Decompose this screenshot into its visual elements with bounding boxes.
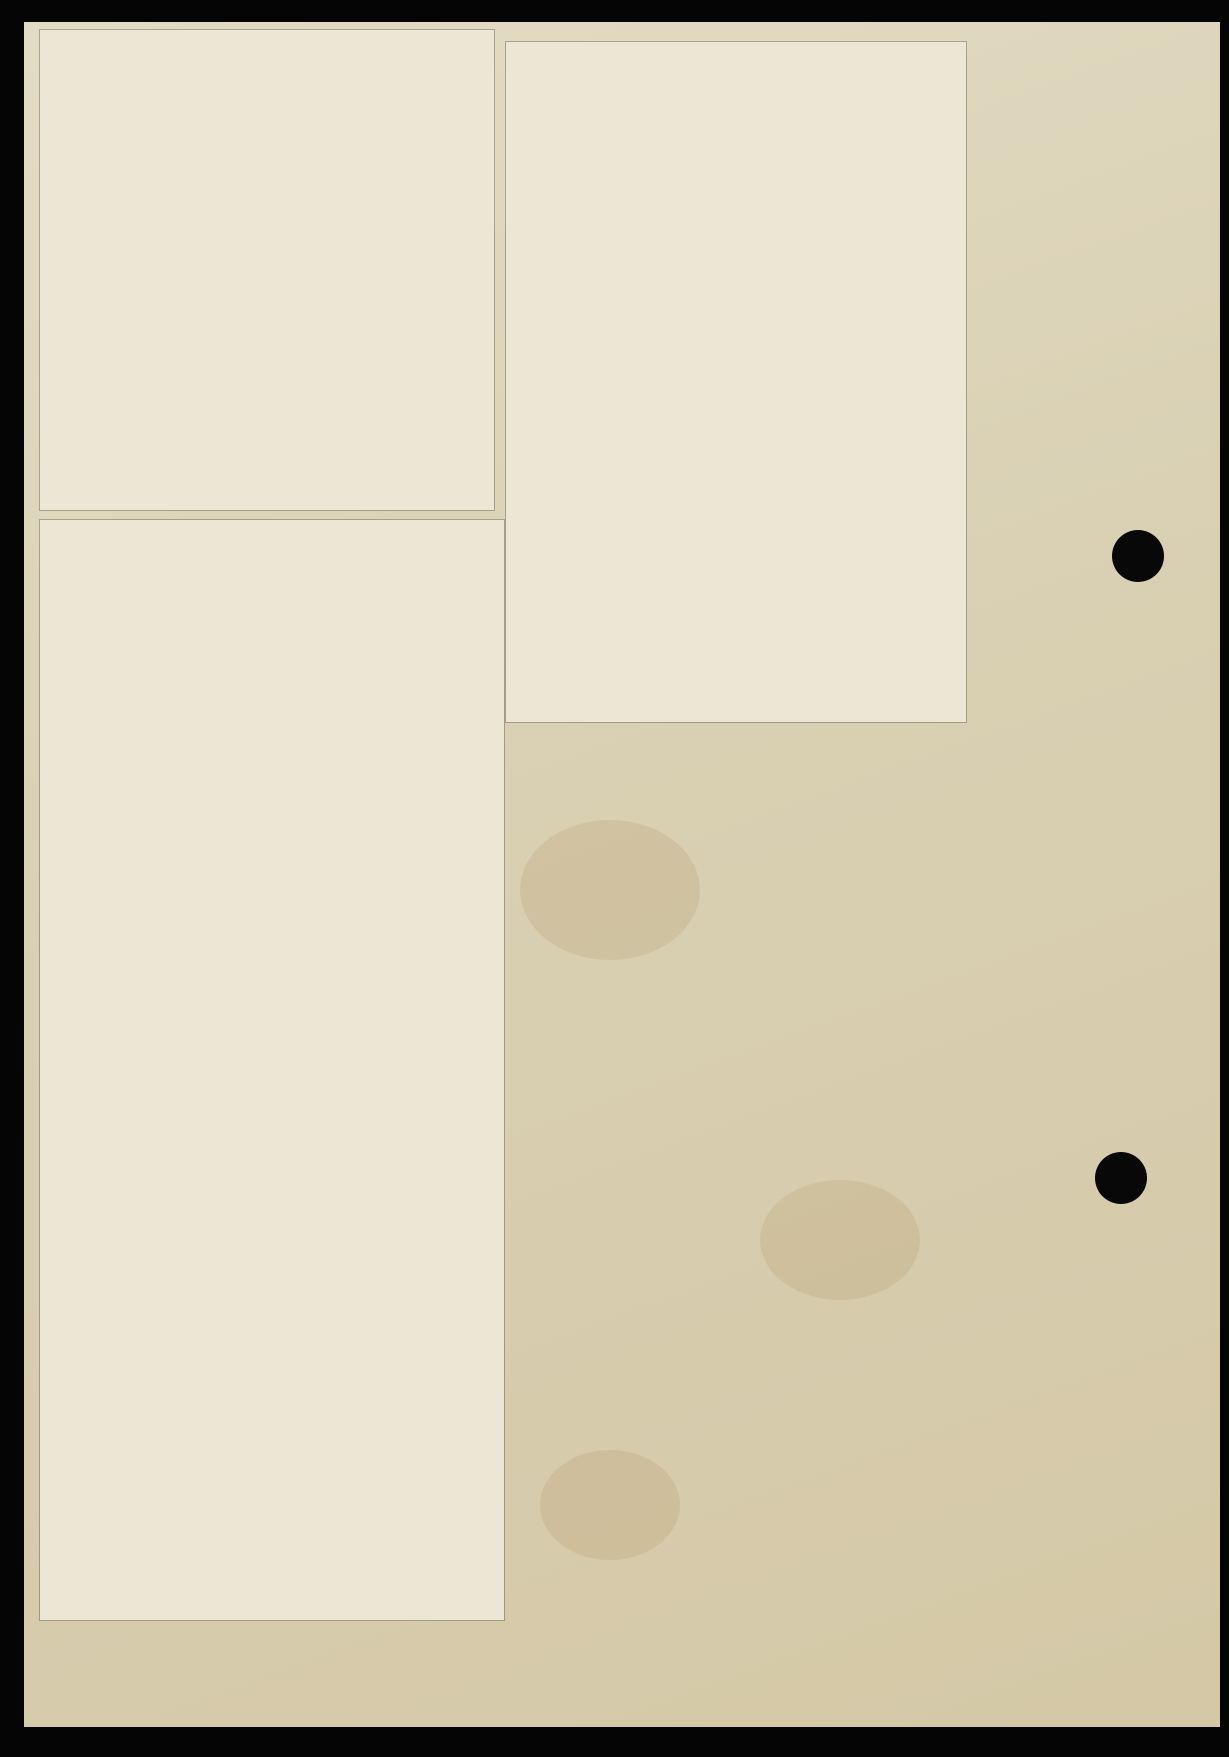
clipping-left-top — [40, 30, 494, 510]
clipping-left-bottom — [40, 520, 504, 1620]
form-table — [500, 755, 1080, 1685]
punch-hole — [1112, 530, 1164, 582]
punch-hole — [1095, 1152, 1147, 1204]
form-vertical-text — [990, 96, 1090, 746]
clipping-right — [506, 42, 966, 722]
